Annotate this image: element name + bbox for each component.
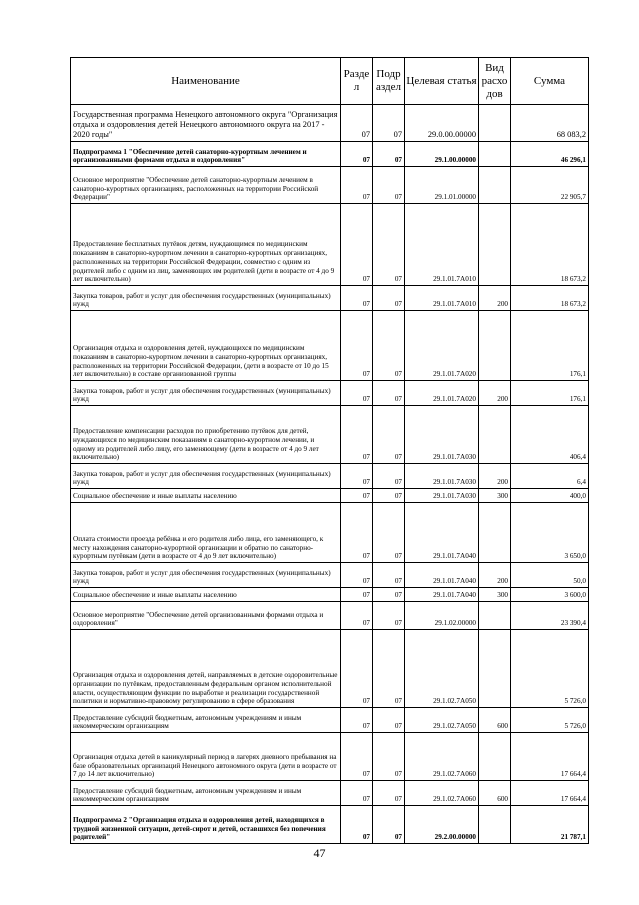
row-sum: 23 390,4	[511, 602, 589, 630]
row-name: Закупка товаров, работ и услуг для обеспечения государственных (муниципальных) нужд	[71, 464, 341, 489]
row-target: 29.1.01.7А010	[405, 204, 479, 286]
row-name: Закупка товаров, работ и услуг для обеспечения государственных (муниципальных) нужд	[71, 381, 341, 406]
budget-table	[70, 57, 589, 844]
header-name: Наименование	[71, 58, 341, 105]
row-section: 07	[341, 733, 373, 781]
row-target: 29.2.00.00000	[405, 806, 479, 844]
header-target: Целевая статья	[405, 58, 479, 105]
row-kind	[479, 311, 511, 381]
row-subsection: 07	[373, 588, 405, 602]
row-subsection: 07	[373, 167, 405, 204]
row-subsection: 07	[373, 286, 405, 311]
page-number: 47	[313, 846, 326, 860]
table-row	[71, 286, 589, 311]
row-target: 29.1.00.00000	[405, 142, 479, 167]
table-row	[71, 563, 589, 588]
table-row	[71, 311, 589, 381]
row-sum: 22 905,7	[511, 167, 589, 204]
table-row	[71, 489, 589, 503]
row-target: 29.1.02.7А060	[405, 781, 479, 806]
row-section: 07	[341, 806, 373, 844]
row-name: Предоставление бесплатных путёвок детям, нуждающимся по медицинским показаниям в санаторно-курортном лечении в санаторно-курортных организациях, расположенных на территории Российской Федерации, совместно с одним из родителей либо с одним из лиц, заменяющих им родителей (дети в возрасте от 4 до 9 лет включительно)	[71, 204, 341, 286]
row-sum: 406,4	[511, 406, 589, 464]
row-sum: 176,1	[511, 311, 589, 381]
row-sum: 21 787,1	[511, 806, 589, 844]
row-kind	[479, 630, 511, 708]
row-target: 29.1.01.7А030	[405, 464, 479, 489]
row-name: Государственная программа Ненецкого автономного округа "Организация отдыха и оздоровления детей Ненецкого автономного округа на 2017 - 2020 годы"	[71, 105, 341, 142]
header-kind: Вид расхо дов	[479, 58, 511, 105]
table-row	[71, 733, 589, 781]
row-name: Оплата стоимости проезда ребёнка и его родителя либо лица, его заменяющего, к месту нахождения санаторно-курортной организации и обратно по санаторно-курортным путёвкам (дети в возрасте от 4 до 9 лет включительно)	[71, 503, 341, 563]
row-subsection: 07	[373, 630, 405, 708]
row-subsection: 07	[373, 489, 405, 503]
row-sum: 3 600,0	[511, 588, 589, 602]
row-sum: 18 673,2	[511, 286, 589, 311]
row-name: Предоставление субсидий бюджетным, автономным учреждениям и иным некоммерческим организациям	[71, 781, 341, 806]
table-row	[71, 167, 589, 204]
row-target: 29.1.01.7А020	[405, 381, 479, 406]
row-kind: 200	[479, 286, 511, 311]
row-subsection: 07	[373, 781, 405, 806]
row-kind	[479, 806, 511, 844]
row-target: 29.1.01.7А030	[405, 489, 479, 503]
table-row	[71, 381, 589, 406]
row-name: Предоставление субсидий бюджетным, автономным учреждениям и иным некоммерческим организациям	[71, 708, 341, 733]
row-kind	[479, 105, 511, 142]
row-section: 07	[341, 503, 373, 563]
row-name: Закупка товаров, работ и услуг для обеспечения государственных (муниципальных) нужд	[71, 563, 341, 588]
row-kind	[479, 602, 511, 630]
row-section: 07	[341, 588, 373, 602]
row-section: 07	[341, 489, 373, 503]
row-kind: 200	[479, 381, 511, 406]
row-sum: 5 726,0	[511, 630, 589, 708]
row-section: 07	[341, 167, 373, 204]
table-body	[71, 105, 589, 844]
row-target: 29.0.00.00000	[405, 105, 479, 142]
row-sum: 176,1	[511, 381, 589, 406]
row-name: Организация отдыха детей в каникулярный период в лагерях дневного пребывания на базе образовательных организаций Ненецкого автономного округа (дети в возрасте от 7 до 14 лет включительно)	[71, 733, 341, 781]
row-target: 29.1.02.7А050	[405, 630, 479, 708]
row-section: 07	[341, 406, 373, 464]
row-kind: 300	[479, 588, 511, 602]
row-kind	[479, 142, 511, 167]
table-row	[71, 503, 589, 563]
row-section: 07	[341, 630, 373, 708]
row-sum: 50,0	[511, 563, 589, 588]
row-sum: 46 296,1	[511, 142, 589, 167]
table-row	[71, 630, 589, 708]
row-section: 07	[341, 781, 373, 806]
row-subsection: 07	[373, 563, 405, 588]
row-subsection: 07	[373, 602, 405, 630]
row-target: 29.1.02.7А050	[405, 708, 479, 733]
table-row	[71, 464, 589, 489]
row-subsection: 07	[373, 142, 405, 167]
row-sum: 6,4	[511, 464, 589, 489]
row-name: Предоставление компенсации расходов по приобретению путёвок для детей, нуждающихся по медицинским показаниям в санаторно-курортном лечении, и одному из родителей либо лицу, его заменяющему (дети в возрасте от 4 до 9 лет включительно)	[71, 406, 341, 464]
row-target: 29.1.02.7А060	[405, 733, 479, 781]
row-name: Подпрограмма 1 "Обеспечение детей санаторно-курортным лечением и организованными формами отдыха и оздоровления"	[71, 142, 341, 167]
header-sum: Сумма	[511, 58, 589, 105]
row-target: 29.1.01.7А030	[405, 406, 479, 464]
row-subsection: 07	[373, 406, 405, 464]
row-kind: 200	[479, 464, 511, 489]
row-target: 29.1.01.7А040	[405, 563, 479, 588]
table-row	[71, 781, 589, 806]
table-row	[71, 602, 589, 630]
row-kind	[479, 167, 511, 204]
table-row	[71, 142, 589, 167]
row-target: 29.1.01.7А020	[405, 311, 479, 381]
row-section: 07	[341, 563, 373, 588]
row-kind	[479, 733, 511, 781]
row-subsection: 07	[373, 733, 405, 781]
row-section: 07	[341, 204, 373, 286]
table-row	[71, 588, 589, 602]
row-subsection: 07	[373, 806, 405, 844]
row-name: Организация отдыха и оздоровления детей, направляемых в детские оздоровительные организации по путёвкам, предоставленным федеральным органом исполнительной власти, осуществляющим функции по выработке и реализации государственной политики и нормативно-правовому регулированию в сфере образования	[71, 630, 341, 708]
row-sum: 5 726,0	[511, 708, 589, 733]
row-sum: 68 083,2	[511, 105, 589, 142]
row-kind: 300	[479, 489, 511, 503]
row-name: Основное мероприятие "Обеспечение детей организованными формами отдыха и оздоровления"	[71, 602, 341, 630]
row-subsection: 07	[373, 105, 405, 142]
row-sum: 18 673,2	[511, 204, 589, 286]
row-kind	[479, 204, 511, 286]
row-name: Организация отдыха и оздоровления детей, нуждающихся по медицинским показаниям в санаторно-курортном лечении в санаторно-курортных организациях, расположенных на территории Российской Федерации, (дети в возрасте от 10 до 15 лет включительно) в составе организованной группы	[71, 311, 341, 381]
header-row	[71, 58, 589, 105]
row-name: Социальное обеспечение и иные выплаты населению	[71, 489, 341, 503]
row-name: Основное мероприятие "Обеспечение детей санаторно-курортным лечением в санаторно-курортных организациях, расположенных на территории Российской Федерации"	[71, 167, 341, 204]
row-subsection: 07	[373, 204, 405, 286]
row-name: Социальное обеспечение и иные выплаты населению	[71, 588, 341, 602]
row-kind: 200	[479, 563, 511, 588]
row-subsection: 07	[373, 311, 405, 381]
row-subsection: 07	[373, 381, 405, 406]
row-section: 07	[341, 142, 373, 167]
table-row	[71, 406, 589, 464]
table-row	[71, 204, 589, 286]
row-section: 07	[341, 464, 373, 489]
row-subsection: 07	[373, 503, 405, 563]
header-subsection: Подр аздел	[373, 58, 405, 105]
row-target: 29.1.02.00000	[405, 602, 479, 630]
row-name: Подпрограмма 2 "Организация отдыха и оздоровления детей, находящихся в трудной жизненной ситуации, детей-сирот и детей, оставшихся без попечения родителей"	[71, 806, 341, 844]
row-name: Закупка товаров, работ и услуг для обеспечения государственных (муниципальных) нужд	[71, 286, 341, 311]
header-section: Разде л	[341, 58, 373, 105]
row-section: 07	[341, 708, 373, 733]
row-sum: 17 664,4	[511, 733, 589, 781]
row-target: 29.1.01.7А010	[405, 286, 479, 311]
table-row	[71, 708, 589, 733]
row-section: 07	[341, 381, 373, 406]
row-section: 07	[341, 311, 373, 381]
table-row	[71, 806, 589, 844]
row-kind	[479, 406, 511, 464]
row-kind	[479, 503, 511, 563]
row-subsection: 07	[373, 708, 405, 733]
row-section: 07	[341, 602, 373, 630]
row-sum: 17 664,4	[511, 781, 589, 806]
row-target: 29.1.01.7А040	[405, 588, 479, 602]
row-subsection: 07	[373, 464, 405, 489]
row-kind: 600	[479, 708, 511, 733]
row-sum: 3 650,0	[511, 503, 589, 563]
row-target: 29.1.01.7А040	[405, 503, 479, 563]
row-target: 29.1.01.00000	[405, 167, 479, 204]
row-kind: 600	[479, 781, 511, 806]
row-sum: 400,0	[511, 489, 589, 503]
row-section: 07	[341, 105, 373, 142]
table-row	[71, 105, 589, 142]
row-section: 07	[341, 286, 373, 311]
